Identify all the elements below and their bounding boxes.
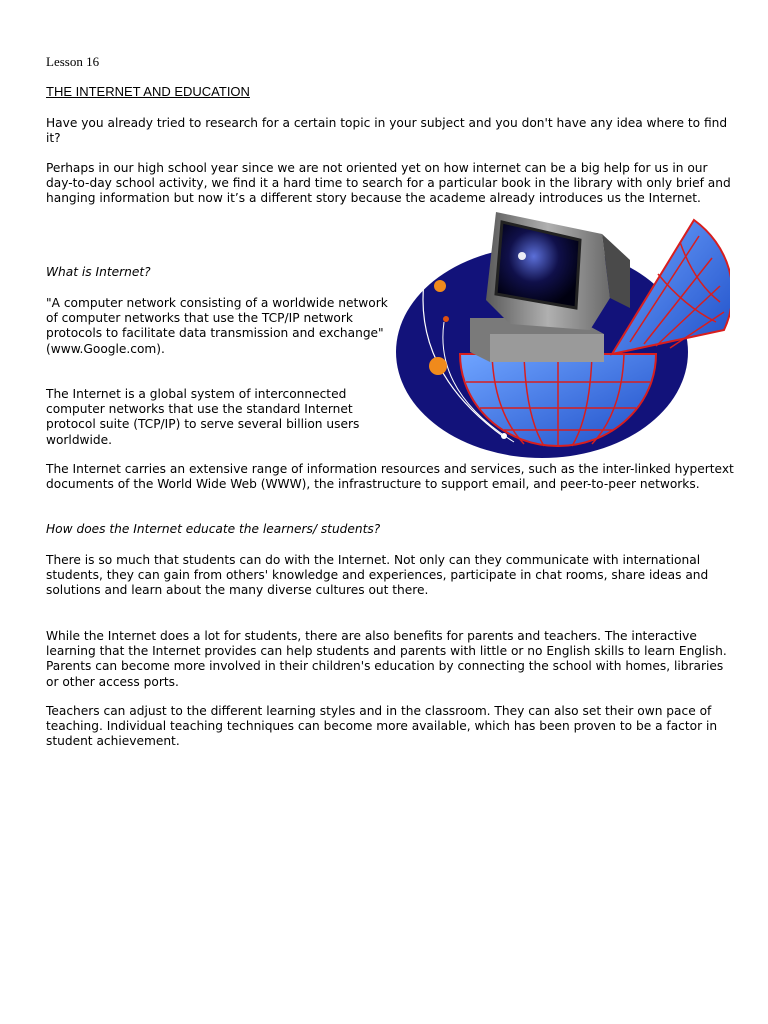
resources-paragraph: The Internet carries an extensive range of information resources and services, such as the inter-linked hypertext documents of the World Wide Web (WWW), the infrastructure to support email, and peer-to-peer networks.	[46, 462, 734, 492]
section-heading-how-educate: How does the Internet educate the learners/ students?	[46, 522, 381, 536]
definition-paragraph: "A computer network consisting of a worldwide network of computer networks that use the TCP/IP network protocols to facilitate data transmission and exchange"(www.Google.com).	[46, 296, 388, 356]
teachers-paragraph: Teachers can adjust to the different learning styles and in the classroom. They can also set their own pace of teaching. Individual teaching techniques can become more available, which has been proven to be a factor in student achievement.	[46, 704, 718, 749]
orbit-ball-icon	[429, 357, 447, 375]
section-heading-what-is-internet: What is Internet?	[46, 265, 151, 279]
orbit-ball-icon	[443, 316, 449, 322]
students-paragraph: There is so much that students can do with the Internet. Not only can they communicate with international students, they can gain from others' knowledge and experiences, participate in chat rooms, share ideas and solutions and learn about the many diverse cultures out there.	[46, 553, 709, 598]
global-system-paragraph: The Internet is a global system of interconnected computer networks that use the standard Internet protocol suite (TCP/IP) to serve several billion users worldwide.	[46, 387, 360, 447]
computer-globe-clipart	[394, 212, 730, 460]
background-paragraph: Perhaps in our high school year since we are not oriented yet on how internet can be a big help for us in our day-to-day school activity, we find it a hard time to search for a particular book in the library with only brief and hanging information but now it’s a different story because the academe already introduces us the Internet.	[46, 161, 731, 206]
page-title: THE INTERNET AND EDUCATION	[46, 84, 250, 99]
orbit-ball-icon	[434, 280, 446, 292]
intro-paragraph: Have you already tried to research for a certain topic in your subject and you don't have any idea where to find it?	[46, 116, 728, 146]
lesson-label: Lesson 16	[46, 54, 100, 69]
parents-teachers-paragraph: While the Internet does a lot for students, there are also benefits for parents and teachers. The interactive learning that the Internet provides can help students and parents with little or no English skills to learn English. Parents can become more involved in their children's education by connecting the school with homes, libraries or other access ports.	[46, 629, 727, 689]
